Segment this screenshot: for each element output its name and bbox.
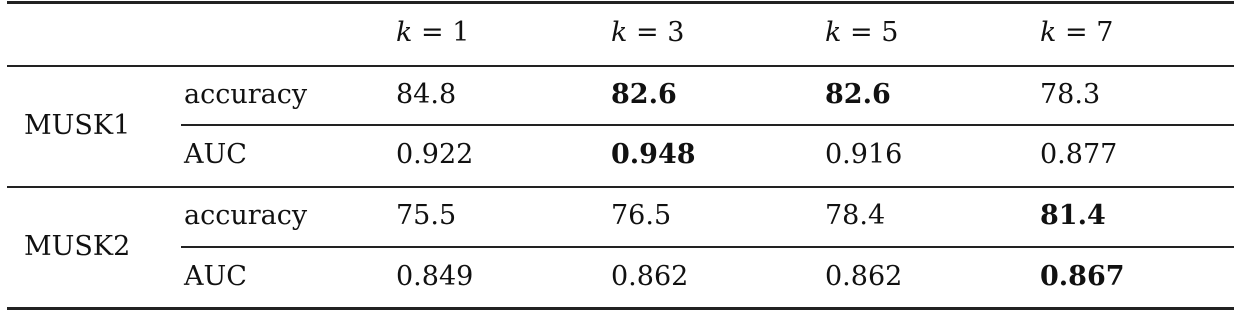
table-cell-musk1-auc-k3: 0.948 — [611, 139, 696, 170]
table-cell-musk1-auc-k7: 0.877 — [1040, 139, 1118, 170]
table-cell-musk1-auc-k5: 0.916 — [825, 139, 903, 170]
table-cell-musk2-accuracy-k3: 76.5 — [611, 200, 672, 231]
musk2-inner-rule — [181, 246, 1234, 248]
column-header-k5: k = 5 — [825, 17, 899, 48]
musk1-inner-rule — [181, 124, 1234, 126]
table-cell-musk1-accuracy-k5: 82.6 — [825, 79, 891, 110]
table-cell-musk2-auc-k3: 0.862 — [611, 261, 689, 292]
bottom-rule — [7, 307, 1234, 310]
table-cell-musk1-accuracy-k7: 78.3 — [1040, 79, 1101, 110]
table-cell-musk1-auc-k1: 0.922 — [396, 139, 474, 170]
group-label-musk2: MUSK2 — [24, 231, 131, 262]
group-label-musk1: MUSK1 — [24, 110, 131, 141]
metric-label-musk2-accuracy: accuracy — [184, 200, 308, 231]
table-cell-musk2-accuracy-k1: 75.5 — [396, 200, 457, 231]
metric-label-musk1-auc: AUC — [184, 139, 247, 170]
table-cell-musk2-auc-k1: 0.849 — [396, 261, 474, 292]
metric-label-musk2-auc: AUC — [184, 261, 247, 292]
header-rule — [7, 65, 1234, 67]
table-cell-musk1-accuracy-k1: 84.8 — [396, 79, 457, 110]
column-header-k7: k = 7 — [1040, 17, 1114, 48]
column-header-k3: k = 3 — [611, 17, 685, 48]
table-cell-musk2-auc-k7: 0.867 — [1040, 261, 1125, 292]
top-rule — [7, 1, 1234, 4]
table-cell-musk1-accuracy-k3: 82.6 — [611, 79, 677, 110]
table-cell-musk2-accuracy-k7: 81.4 — [1040, 200, 1106, 231]
table-cell-musk2-accuracy-k5: 78.4 — [825, 200, 886, 231]
group-separator-rule — [7, 186, 1234, 188]
metric-label-musk1-accuracy: accuracy — [184, 79, 308, 110]
table-cell-musk2-auc-k5: 0.862 — [825, 261, 903, 292]
column-header-k1: k = 1 — [396, 17, 470, 48]
